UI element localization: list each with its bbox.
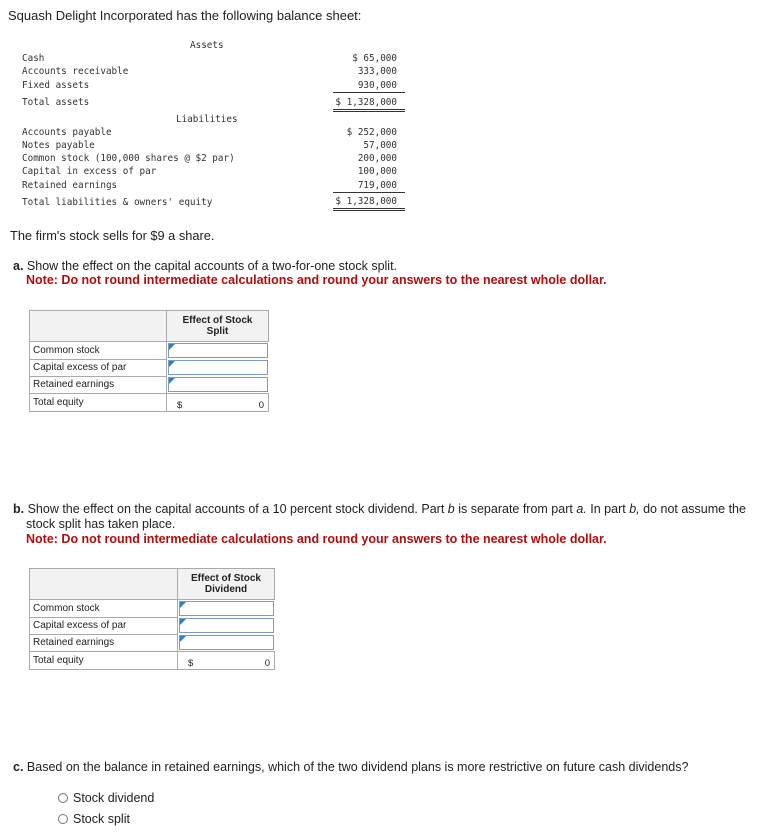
part-b-question [13, 502, 773, 532]
part-a-retained-earnings-input[interactable] [168, 377, 268, 392]
liabilities-heading: Liabilities [176, 114, 238, 125]
part-a-row-label: Common stock [30, 342, 167, 360]
part-a-total-label: Total equity [30, 394, 167, 412]
part-a-column-header [167, 311, 269, 342]
divider [333, 192, 405, 193]
part-b-total-value: 0 [264, 658, 270, 669]
bs-value-fixed: 930,000 [357, 80, 397, 91]
bs-value-ap: $ 252,000 [346, 127, 397, 138]
part-b-question-text: In part [590, 502, 626, 516]
part-a-total-value: 0 [258, 400, 264, 411]
radio-label: Stock split [73, 812, 130, 826]
part-b-question-text: stock split has taken place. [26, 517, 176, 531]
bs-label-re: Retained earnings [22, 180, 118, 191]
bs-label-cash: Cash [22, 53, 45, 64]
part-a-question-text: Show the effect on the capital accounts of a two-for-one stock split. [26, 259, 398, 273]
currency-symbol: $ [177, 400, 183, 411]
part-b-total-label: Total equity [30, 652, 178, 670]
radio-button-icon[interactable] [58, 814, 68, 824]
part-a-prefix: a. [13, 259, 24, 273]
table-corner [30, 311, 167, 342]
bs-label-fixed: Fixed assets [22, 80, 90, 91]
part-a-question [13, 259, 397, 273]
part-b-question-text: b, [629, 502, 640, 516]
divider [333, 111, 405, 112]
bs-value-np: 57,000 [363, 140, 397, 151]
part-c-question-text: Based on the balance in retained earnings, which of the two dividend plans is more restrictive on future cash dividends? [26, 760, 689, 774]
radio-stock-split[interactable] [58, 812, 130, 826]
part-b-common-stock-input[interactable] [179, 601, 274, 616]
bs-value-cep: 100,000 [357, 166, 397, 177]
part-a-col-header-line1: Effect of Stock [182, 315, 253, 326]
part-b-col-header-line2: Dividend [204, 584, 248, 595]
intro-text: Squash Delight Incorporated has the following balance sheet: [8, 8, 362, 23]
part-c-question [13, 760, 688, 774]
radio-label: Stock dividend [73, 791, 155, 805]
bs-value-re: 719,000 [357, 180, 397, 191]
divider [333, 109, 405, 110]
bs-value-cs: 200,000 [357, 153, 397, 164]
divider [333, 210, 405, 211]
part-b-question-text: b [447, 502, 455, 516]
part-a-table [29, 310, 269, 412]
part-a-row-label: Retained earnings [30, 376, 167, 394]
part-b-total-equity [178, 652, 274, 669]
part-b-retained-earnings-input[interactable] [179, 635, 274, 650]
part-b-row-label: Common stock [30, 600, 178, 618]
bs-value-cash: $ 65,000 [352, 53, 397, 64]
bs-label-np: Notes payable [22, 140, 95, 151]
bs-label-total-liab: Total liabilities & owners' equity [22, 197, 213, 208]
bs-value-ar: 333,000 [357, 66, 397, 77]
part-b-row-label: Retained earnings [30, 634, 178, 652]
part-a-capital-excess-input[interactable] [168, 360, 268, 375]
part-c-prefix: c. [13, 760, 24, 774]
part-b-question-text: Show the effect on the capital accounts of a 10 percent stock dividend. Part [27, 502, 445, 516]
radio-stock-dividend[interactable] [58, 791, 154, 805]
divider [333, 208, 405, 209]
table-corner [30, 569, 178, 600]
part-a-row-label: Capital excess of par [30, 359, 167, 376]
bs-value-total-liab: $ 1,328,000 [335, 196, 397, 207]
divider [333, 92, 405, 93]
part-b-question-text: a. [576, 502, 587, 516]
part-b-prefix: b. [13, 502, 25, 516]
stock-price-text: The firm's stock sells for $9 a share. [10, 228, 215, 243]
assets-heading: Assets [190, 40, 224, 51]
bs-label-cs: Common stock (100,000 shares @ $2 par) [22, 153, 235, 164]
radio-button-icon[interactable] [58, 793, 68, 803]
part-b-column-header [178, 569, 275, 600]
part-b-capital-excess-input[interactable] [179, 618, 274, 633]
part-b-row-label: Capital excess of par [30, 617, 178, 634]
bs-label-total-assets: Total assets [22, 97, 90, 108]
part-a-note: Note: Do not round intermediate calculations and round your answers to the nearest whole dollar. [26, 273, 607, 287]
part-b-col-header-line1: Effect of Stock [190, 573, 261, 584]
part-a-total-equity [167, 394, 268, 411]
bs-label-ap: Accounts payable [22, 127, 112, 138]
bs-label-ar: Accounts receivable [22, 66, 129, 77]
bs-label-cep: Capital in excess of par [22, 166, 157, 177]
part-b-note: Note: Do not round intermediate calculations and round your answers to the nearest whole dollar. [26, 532, 607, 546]
part-b-question-text: do not assume the [643, 502, 746, 516]
part-a-col-header-line2: Split [206, 326, 229, 337]
bs-value-total-assets: $ 1,328,000 [335, 97, 397, 108]
part-b-table [29, 568, 275, 670]
currency-symbol: $ [188, 658, 194, 669]
part-a-common-stock-input[interactable] [168, 343, 268, 358]
part-b-question-text: is separate from part [458, 502, 573, 516]
